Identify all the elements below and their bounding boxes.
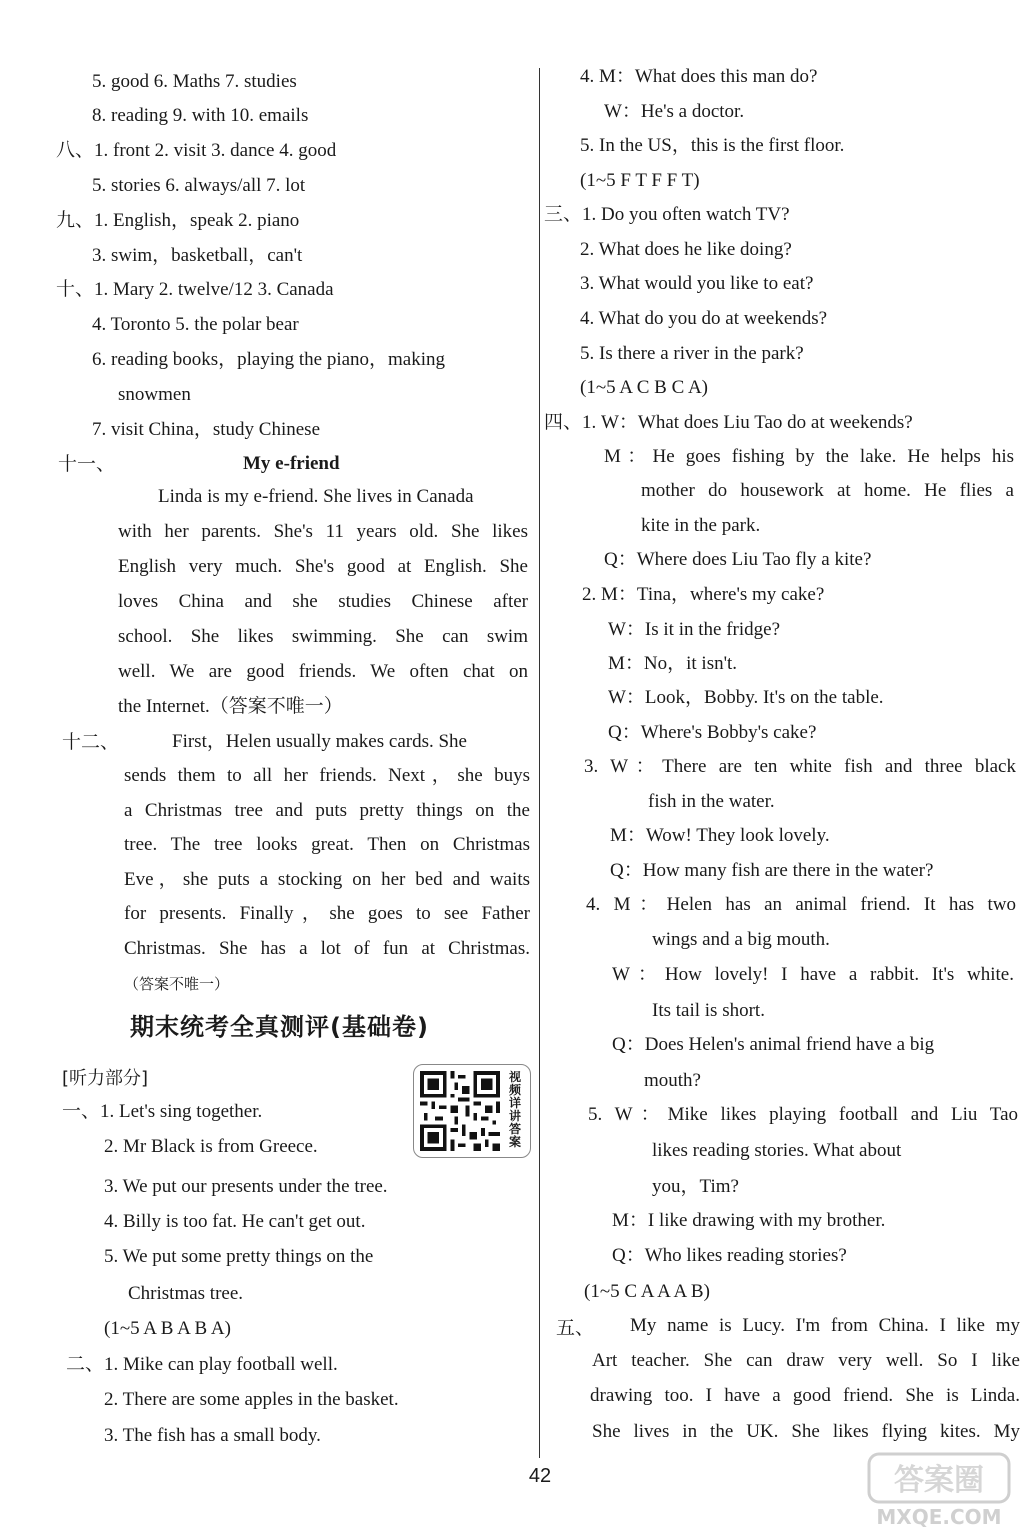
answer-line: M：No，it isn't. (608, 653, 738, 674)
answer-line: 8. reading 9. with 10. emails (92, 105, 309, 126)
essay-line: for presents. Finally，she goes to see Father (124, 903, 530, 924)
answer-line: W：Look，Bobby. It's on the table. (608, 687, 884, 708)
essay-line: Christmas. She has a lot of fun at Christmas. (124, 938, 530, 959)
answer-line: 2. M：Tina，where's my cake? (582, 584, 825, 605)
answer-line: Q：How many fish are there in the water? (610, 860, 934, 881)
answer-line: 5. We put some pretty things on the (104, 1246, 374, 1267)
answer-line: Q：Does Helen's animal friend have a big (612, 1034, 935, 1055)
answer-line: 5. In the US，this is the first floor. (580, 135, 845, 156)
answer-line: Q：Where's Bobby's cake? (608, 722, 817, 743)
answer-key: (1~5 C A A A B) (584, 1281, 710, 1302)
answer-line: 四、1. W：What does Liu Tao do at weekends? (544, 412, 913, 433)
answer-line: 4. Billy is too fat. He can't get out. (104, 1211, 366, 1232)
essay-line: My name is Lucy. I'm from China. I like my (630, 1315, 1020, 1336)
essay-line: Eve，she puts a stocking on her bed and waits (124, 869, 530, 890)
answer-line: 3. W：There are ten white fish and three black (584, 756, 1016, 777)
answer-line: mother do housework at home. He flies a (641, 480, 1014, 501)
answer-line: 5. good 6. Maths 7. studies (92, 71, 297, 92)
exam-title: 期末统考全真测评(基础卷) (130, 1013, 429, 1041)
answer-line: 5. W：Mike likes playing football and Liu Tao (588, 1104, 1018, 1125)
essay-line: with her parents. She's 11 years old. She likes (118, 521, 528, 542)
answer-line: 4. Toronto 5. the polar bear (92, 314, 299, 335)
essay-line: a Christmas tree and puts pretty things on the (124, 800, 530, 821)
answer-line: M：He goes fishing by the lake. He helps his (604, 446, 1014, 467)
answer-line: 2. Mr Black is from Greece. (104, 1136, 318, 1157)
section-label: 十二、 (62, 731, 120, 753)
answer-line: 3. swim，basketball，can't (92, 245, 303, 266)
answer-line: 三、1. Do you often watch TV? (544, 204, 790, 225)
answer-line: 二、1. Mike can play football well. (66, 1354, 338, 1375)
answer-line: M：Wow! They look lovely. (610, 825, 830, 846)
answer-line: 4. M：Helen has an animal friend. It has two (586, 894, 1016, 915)
answer-line: Q：Where does Liu Tao fly a kite? (604, 549, 872, 570)
qr-code-box[interactable] (413, 1064, 531, 1158)
answer-line: Its tail is short. (652, 1000, 765, 1021)
essay-line: well. We are good friends. We often chat on (118, 661, 528, 682)
answer-line: 4. What do you do at weekends? (580, 308, 828, 329)
answer-key: (1~5 F T F F T) (580, 170, 700, 191)
essay-line: loves China and she studies Chinese after (118, 591, 528, 612)
qr-code-icon (420, 1071, 500, 1151)
essay-line: Linda is my e-friend. She lives in Canada (158, 486, 474, 507)
essay-line: the Internet.（答案不唯一） (118, 696, 343, 717)
answer-line: W：How lovely! I have a rabbit. It's white. (612, 964, 1014, 985)
essay-line: She lives in the UK. She likes flying kites. My (592, 1421, 1020, 1442)
essay-line: First，Helen usually makes cards. She (172, 731, 467, 752)
answer-line: 九、1. English，speak 2. piano (56, 210, 300, 231)
answer-line: likes reading stories. What about (652, 1140, 902, 1161)
column-divider (539, 68, 540, 1458)
essay-line: tree. The tree looks great. Then on Christmas (124, 834, 530, 855)
answer-line: 2. There are some apples in the basket. (104, 1389, 399, 1410)
answer-line: you，Tim? (652, 1176, 739, 1197)
qr-caption: 视频详讲答案 (508, 1070, 521, 1149)
section-label: 十一、 (58, 453, 116, 475)
listening-label: [听力部分] (62, 1068, 149, 1089)
answer-line: 八、1. front 2. visit 3. dance 4. good (56, 140, 337, 161)
answer-line: 3. We put our presents under the tree. (104, 1176, 388, 1197)
answer-line: wings and a big mouth. (652, 929, 830, 950)
answer-line: W：Is it in the fridge? (608, 619, 781, 640)
answer-line: 4. M：What does this man do? (580, 66, 818, 87)
section-label: 五、 (556, 1317, 595, 1339)
svg-text:MXQE.COM: MXQE.COM (876, 1505, 1002, 1529)
watermark-logo (861, 1452, 1021, 1532)
essay-line: sends them to all her friends. Next，she buys (124, 765, 530, 786)
answer-line: fish in the water. (648, 791, 775, 812)
answer-line: 7. visit China，study Chinese (92, 419, 321, 440)
answer-line: Christmas tree. (128, 1283, 244, 1304)
answer-key: (1~5 A B A B A) (104, 1318, 231, 1339)
answer-line: W：He's a doctor. (604, 101, 745, 122)
answer-line: 2. What does he like doing? (580, 239, 792, 260)
answer-line: 5. stories 6. always/all 7. lot (92, 175, 306, 196)
answer-key: (1~5 A C B C A) (580, 377, 708, 398)
answer-line: kite in the park. (641, 515, 761, 536)
answer-line: 十、1. Mary 2. twelve/12 3. Canada (56, 279, 334, 300)
essay-title: My e-friend (243, 453, 340, 474)
page-number: 42 (528, 1465, 552, 1487)
answer-line: 一、1. Let's sing together. (62, 1101, 263, 1122)
answer-line: Q：Who likes reading stories? (612, 1245, 847, 1266)
svg-text:答案圈: 答案圈 (894, 1463, 984, 1498)
answer-line: 5. Is there a river in the park? (580, 343, 804, 364)
essay-line: drawing too. I have a good friend. She is Linda. (590, 1385, 1020, 1406)
essay-line: English very much. She's good at English. She (118, 556, 528, 577)
answer-line: 3. What would you like to eat? (580, 273, 814, 294)
essay-line: （答案不唯一） (124, 975, 230, 993)
answer-line: 3. The fish has a small body. (104, 1425, 321, 1446)
essay-line: school. She likes swimming. She can swim (118, 626, 528, 647)
essay-line: Art teacher. She can draw very well. So I like (592, 1350, 1020, 1371)
answer-line: snowmen (118, 384, 191, 405)
answer-line: mouth? (644, 1070, 701, 1091)
answer-line: 6. reading books，playing the piano，making (92, 349, 446, 370)
answer-line: M：I like drawing with my brother. (612, 1210, 886, 1231)
watermark-icon (861, 1452, 1021, 1532)
